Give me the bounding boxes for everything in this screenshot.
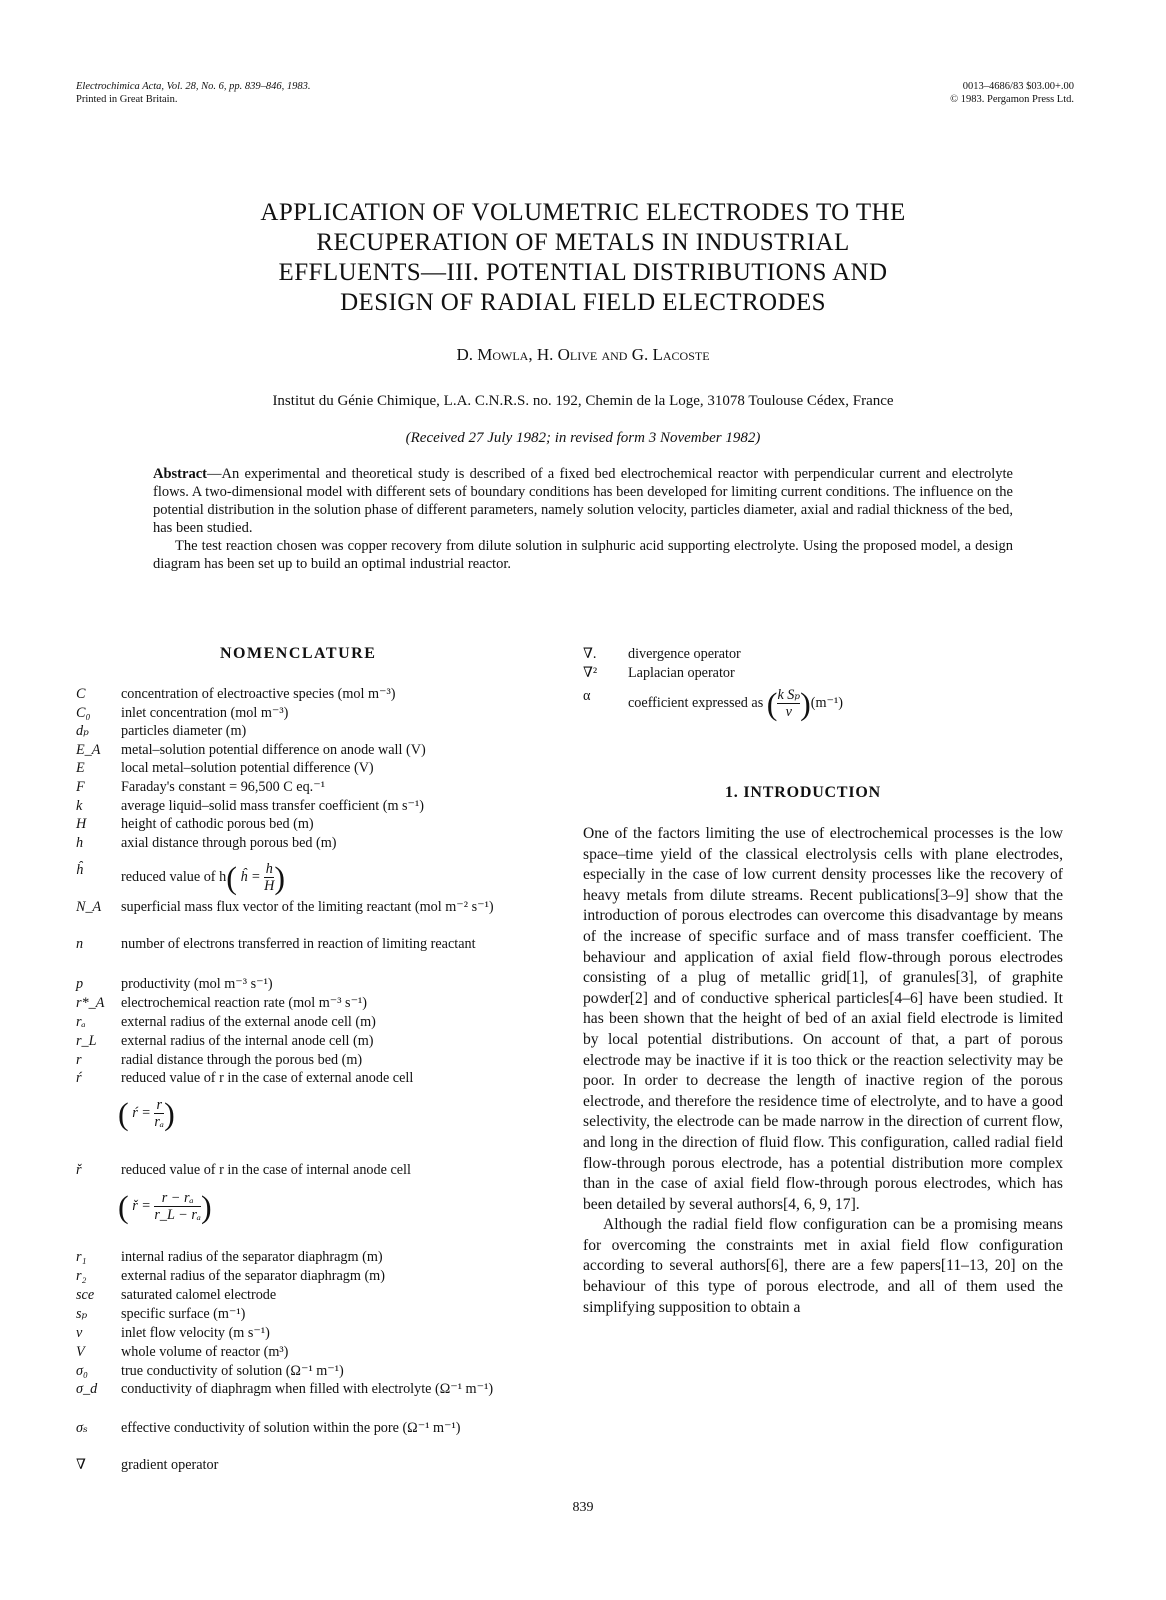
nomenclature-symbol: dₚ xyxy=(76,723,89,739)
nomenclature-definition: superficial mass flux vector of the limiting reactant (mol m⁻² s⁻¹) xyxy=(121,899,494,915)
nomenclature-definition: inlet flow velocity (m s⁻¹) xyxy=(121,1325,270,1341)
title-line-3: EFFLUENTS—III. POTENTIAL DISTRIBUTIONS AND xyxy=(278,259,888,286)
nomenclature-symbol: ĥ xyxy=(76,862,84,878)
nomenclature-definition: specific surface (m⁻¹) xyxy=(121,1306,246,1322)
nomenclature-definition: external radius of the external anode cell (m) xyxy=(121,1014,376,1030)
fraction xyxy=(264,861,274,894)
institution: Institut du Génie Chimique, L.A. C.N.R.S. no. 192, Chemin de la Loge, 31078 Toulouse Cédex, France xyxy=(272,393,894,409)
nomenclature-symbol: C₀ xyxy=(76,705,91,721)
received-dates: (Received 27 July 1982; in revised form 3 November 1982) xyxy=(405,430,761,446)
paren-open: ( xyxy=(118,1188,129,1225)
nomenclature-definition: height of cathodic porous bed (m) xyxy=(121,816,314,832)
nomenclature-definition: reduced value of h( ĥ = $\frac{h}{H}$ ) xyxy=(121,859,286,896)
formula-lhs: ř = xyxy=(128,1197,155,1214)
nomenclature-definition: coefficient expressed as ( $\frac{\text{k Sₚ}}{v}$ )(m⁻¹) xyxy=(628,685,843,722)
journal-citation xyxy=(76,80,310,106)
nomenclature-definition: concentration of electroactive species (mol m⁻³) xyxy=(121,686,396,702)
nomenclature-definition: Laplacian operator xyxy=(628,665,735,681)
nomenclature-definition: internal radius of the separator diaphragm (m) xyxy=(121,1249,383,1265)
nomenclature-symbol: N_A xyxy=(76,899,102,915)
nomenclature-symbol: v xyxy=(76,1325,83,1341)
nomenclature-symbol: k xyxy=(76,798,83,814)
paren-open: ( xyxy=(118,1095,129,1132)
nomenclature-definition: true conductivity of solution (Ω⁻¹ m⁻¹) xyxy=(121,1363,344,1379)
nomenclature-definition: particles diameter (m) xyxy=(121,723,247,739)
nomenclature-definition: Faraday's constant = 96,500 C eq.⁻¹ xyxy=(121,779,325,795)
authors: D. Mowla, H. Olive and G. Lacoste xyxy=(456,345,710,364)
nomenclature-definition: metal–solution potential difference on anode wall (V) xyxy=(121,742,426,758)
denominator: H xyxy=(264,878,275,894)
nomenclature-symbol: E_A xyxy=(76,742,101,758)
nomenclature-symbol: E xyxy=(76,760,85,776)
nomenclature-symbol: ∇² xyxy=(583,665,598,681)
introduction-heading: 1. INTRODUCTION xyxy=(725,784,882,801)
abstract-label: Abstract xyxy=(153,466,207,482)
formula-lhs: ĥ = xyxy=(236,868,265,885)
nomenclature-symbol: ŕ xyxy=(76,1070,82,1086)
paren-open: ( xyxy=(226,859,237,896)
nomenclature-symbol: σ₀ xyxy=(76,1363,88,1379)
numerator: k Sₚ xyxy=(777,687,801,703)
nomenclature-definition: electrochemical reaction rate (mol m⁻³ s⁻¹) xyxy=(121,995,368,1011)
nomenclature-heading: NOMENCLATURE xyxy=(220,645,377,662)
fraction xyxy=(777,687,800,720)
nomenclature-symbol: sce xyxy=(76,1287,95,1303)
nomenclature-symbol: sₚ xyxy=(76,1306,88,1322)
nomenclature-definition: inlet concentration (mol m⁻³) xyxy=(121,705,289,721)
nomenclature-symbol: r*_A xyxy=(76,995,105,1011)
nomenclature-symbol: C xyxy=(76,686,86,702)
nomenclature-definition: divergence operator xyxy=(628,646,741,662)
numerator: r xyxy=(156,1097,162,1113)
nomenclature-symbol: r xyxy=(76,1052,82,1068)
nomenclature-definition: local metal–solution potential difference (V) xyxy=(121,760,374,776)
nomenclature-definition: external radius of the internal anode cell (m) xyxy=(121,1033,374,1049)
formula-r-external xyxy=(118,1097,175,1130)
formula-h-reduced xyxy=(226,859,286,896)
introduction-para-1: One of the factors limiting the use of electrochemical processes is the low space–time yield of the classical electrolysis cells with plane electrodes, especially in the case of low current density processes like the recovery of heavy metals from dilute streams. Recent publications[3–9] show that the introduction of porous electrodes can overcome this disadvantage by means of the increase of specific surface and of mass transfer coefficient. The behaviour and application of axial field flow-through porous electrodes consisting of a plug of metallic grid[1], of granules[3], of graphite powder[2] and of conductive spherical particles[4–6] have been studied. It has been shown that the height of bed of an axial field electrode is limited by local potential distributions. On account of that, a part of porous electrode may be inactive if it is too thick or the reaction selectivity may be poor. In order to decrease the length of inactive region of the porous electrode, and therefore the residence time of electrolyte, and to have a good selectivity, the electrode can be made narrow in the direction of current flow, and long in the direction of fluid flow. This configuration, called radial field flow-through porous electrode, has a potential distribution more complex than in the case of axial field flow-through porous electrodes, which has been detailed by several authors[4, 6, 9, 17]. xyxy=(583,825,1063,1213)
nomenclature-definition: reduced value of r in the case of internal anode cell xyxy=(121,1162,411,1178)
abstract-para-1: —An experimental and theoretical study is described of a fixed bed electrochemical reactor with perpendicular current and electrolyte flows. A two-dimensional model with different sets of boundary conditions has been developed for limiting current conditions. The influence on the potential distribution in the solution phase of different parameters, namely solution velocity, particles diameter, axial and radial thickness of the bed, has been studied. xyxy=(153,466,1013,536)
abstract xyxy=(153,465,1013,573)
title-line-4: DESIGN OF RADIAL FIELD ELECTRODES xyxy=(340,289,826,316)
nomenclature-definition: number of electrons transferred in reaction of limiting reactant xyxy=(121,936,476,952)
nomenclature-definition: gradient operator xyxy=(121,1457,219,1473)
numerator: r − rₐ xyxy=(161,1190,194,1206)
paren-close: ) xyxy=(274,859,286,896)
copyright-block xyxy=(950,80,1074,106)
formula-lhs: ŕ = xyxy=(128,1104,155,1121)
nomenclature-definition: external radius of the separator diaphragm (m) xyxy=(121,1268,385,1284)
title-line-2: RECUPERATION OF METALS IN INDUSTRIAL xyxy=(316,229,850,256)
paren-close: ) xyxy=(800,685,811,722)
nomenclature-symbol: r₂ xyxy=(76,1268,87,1284)
numerator: h xyxy=(265,861,273,877)
nomenclature-definition: conductivity of diaphragm when filled with electrolyte (Ω⁻¹ m⁻¹) xyxy=(121,1381,494,1397)
nomenclature-symbol: H xyxy=(76,816,87,832)
nomenclature-symbol: V xyxy=(76,1344,85,1360)
paren-close: ) xyxy=(201,1188,212,1225)
page-number: 839 xyxy=(572,1500,594,1515)
nomenclature-symbol: ř xyxy=(76,1162,82,1178)
denominator: rₐ xyxy=(154,1114,165,1130)
nomenclature-definition: productivity (mol m⁻³ s⁻¹) xyxy=(121,976,273,992)
formula-unit: (m⁻¹) xyxy=(810,694,843,711)
formula-alpha xyxy=(766,685,811,722)
copyright-line-1: 0013–4686/83 $03.00+.00 xyxy=(962,81,1074,92)
abstract-para-2: The test reaction chosen was copper recovery from dilute solution in sulphuric acid supporting electrolyte. Using the proposed model, a design diagram has been set up to build an optimal industrial reactor. xyxy=(153,538,1013,572)
nomenclature-definition: radial distance through the porous bed (m) xyxy=(121,1052,363,1068)
nomenclature-definition: reduced value of r in the case of external anode cell xyxy=(121,1070,414,1086)
nomenclature-symbol: r_L xyxy=(76,1033,97,1049)
citation-line-2: Printed in Great Britain. xyxy=(76,94,178,105)
citation-line-1: Electrochimica Acta, Vol. 28, No. 6, pp. 839–846, 1983. xyxy=(76,81,311,92)
nomenclature-symbol: n xyxy=(76,936,84,952)
nomenclature-definition: whole volume of reactor (m³) xyxy=(121,1344,289,1360)
denominator: v xyxy=(777,703,800,720)
denominator: r_L − rₐ xyxy=(154,1207,201,1223)
introduction-body xyxy=(583,824,1063,1318)
paren-close: ) xyxy=(164,1095,175,1132)
paper-title xyxy=(0,198,1166,318)
nomenclature-definition: axial distance through porous bed (m) xyxy=(121,835,337,851)
nomenclature-symbol: F xyxy=(76,779,85,795)
nomenclature-symbol: rₐ xyxy=(76,1014,86,1030)
nomenclature-symbol: ∇. xyxy=(583,646,597,662)
nomenclature-symbol: σₛ xyxy=(76,1420,88,1436)
title-line-1: APPLICATION OF VOLUMETRIC ELECTRODES TO THE xyxy=(260,199,906,226)
formula-r-internal xyxy=(118,1190,212,1223)
nomenclature-symbol: σ_d xyxy=(76,1381,98,1397)
introduction-para-2: Although the radial field flow configuration can be a promising means for overcoming the constraints met in axial field flow configuration according to several authors[6], there are a few papers[11–13, 20] on the behaviour of this type of porous electrode, and all of them used the simplifying supposition to obtain a xyxy=(583,1216,1063,1316)
nomenclature-definition: average liquid–solid mass transfer coefficient (m s⁻¹) xyxy=(121,798,425,814)
paren-open: ( xyxy=(766,685,778,722)
nomenclature-symbol: h xyxy=(76,835,84,851)
nomenclature-symbol: p xyxy=(76,976,84,992)
fraction xyxy=(154,1097,164,1130)
nomenclature-symbol: r₁ xyxy=(76,1249,87,1265)
copyright-line-2: © 1983. Pergamon Press Ltd. xyxy=(950,94,1074,105)
nomenclature-symbol: α xyxy=(583,688,591,704)
nomenclature-symbol: ∇ xyxy=(76,1457,86,1473)
nomenclature-definition: effective conductivity of solution within the pore (Ω⁻¹ m⁻¹) xyxy=(121,1420,461,1436)
fraction xyxy=(154,1190,201,1223)
nomenclature-definition: saturated calomel electrode xyxy=(121,1287,277,1303)
